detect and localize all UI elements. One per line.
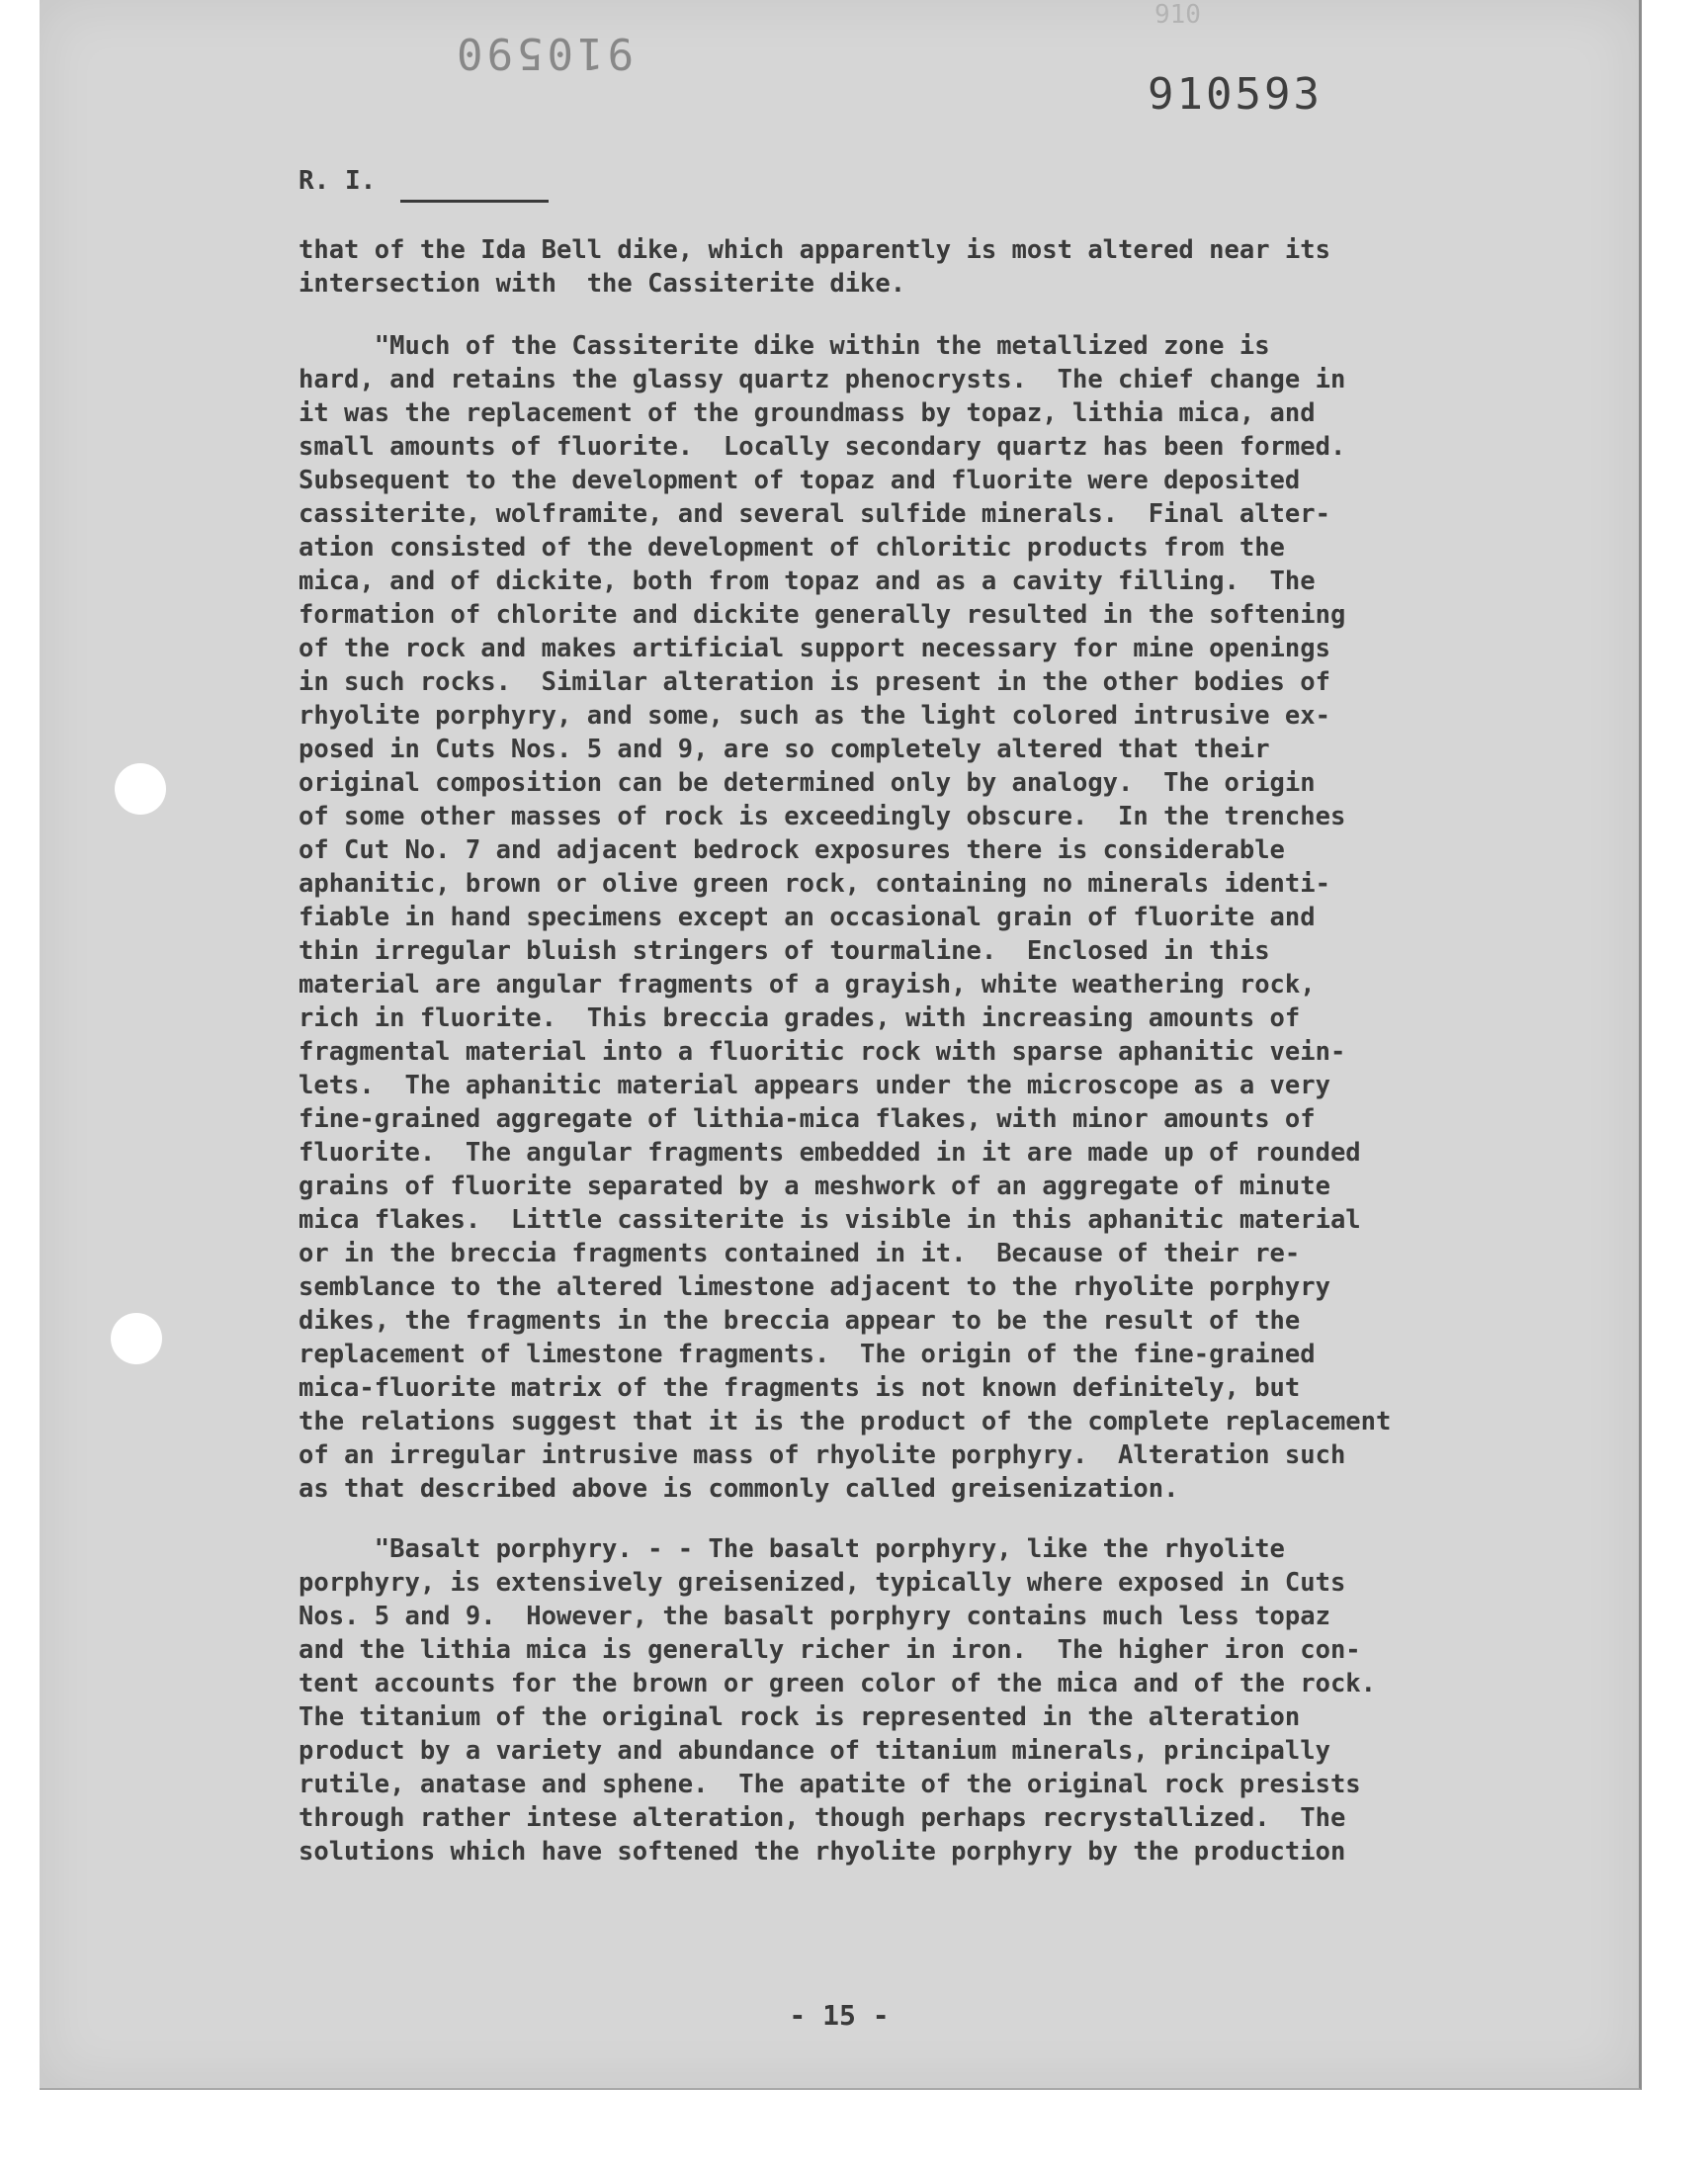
document-page [40, 0, 1642, 2090]
ri-blank-line [400, 200, 549, 203]
page-number: - 15 - [789, 1999, 890, 2032]
faint-corner-stamp: 910 [1154, 0, 1201, 30]
ri-label: R. I. [299, 166, 377, 196]
punch-hole [111, 1313, 162, 1364]
archive-stamp-upside-down: 910590 [453, 28, 634, 78]
document-number: 910593 [1148, 69, 1323, 120]
paragraph-cassiterite-dike: "Much of the Cassiterite dike within the metallized zone is hard, and retains the glassy quartz phenocrysts. The chief change in it was the replacement of the groundmass by topaz, lithia mica, and small amounts of fluorite. Locally secondary quartz has been formed. Subsequent to the development of topaz and fluorite were deposited cassiterite, wolframite, and several sulfide minerals. Final alter- ation consisted of the development of chloritic products from the mica, and of dickite, both from topaz and as a cavity filling. The formation of chlorite and dickite generally resulted in the softening of the rock and makes artificial support necessary for mine openings in such rocks. Similar alteration is present in the other bodies of rhyolite porphyry, and some, such as the light colored intrusive ex- posed in Cuts Nos. 5 and 9, are so completely altered that their original composition can be determined only by analogy. The origin of some other masses of rock is exceedingly obscure. In the trenches of Cut No. 7 and adjacent bedrock exposures there is considerable aphanitic, brown or olive green rock, containing no minerals identi- fiable in hand specimens except an occasional grain of fluorite and thin irregular bluish stringers of tourmaline. Enclosed in this material are angular fragments of a grayish, white weathering rock, rich in fluorite. This breccia grades, with increasing amounts of fragmental material into a fluoritic rock with sparse aphanitic vein- lets. The aphanitic material appears under the microscope as a very fine-grained aggregate of lithia-mica flakes, with minor amounts of fluorite. The angular fragments embedded in it are made up of rounded grains of fluorite separated by a meshwork of an aggregate of minute mica flakes. Little cassiterite is visible in this aphanitic material or in the breccia fragments contained in it. Because of their re- semblance to the altered limestone adjacent to the rhyolite porphyry dikes, the fragments in the breccia appear to be the result of the replacement of limestone fragments. The origin of the fine-grained mica-fluorite matrix of the fragments is not known definitely, but the relations suggest that it is the product of the complete replacement of an irregular intrusive mass of rhyolite porphyry. Alteration such as that described above is commonly called greisenization. [299, 331, 1392, 1504]
paragraph-continuation: that of the Ida Bell dike, which apparently is most altered near its intersection with the Cassiterite dike. [299, 235, 1330, 299]
punch-hole [115, 763, 166, 815]
paragraph-basalt-porphyry: "Basalt porphyry. - - The basalt porphyry, like the rhyolite porphyry, is extensively greisenized, typically where exposed in Cuts Nos. 5 and 9. However, the basalt porphyry contains much less topaz and the lithia mica is generally richer in iron. The higher iron con- tent accounts for the brown or green color of the mica and of the rock. The titanium of the original rock is represented in the alteration product by a variety and abundance of titanium minerals, principally rutile, anatase and sphene. The apatite of the original rock presists through rather intese alteration, though perhaps recrystallized. The solutions which have softened the rhyolite porphyry by the production [299, 1534, 1377, 1867]
